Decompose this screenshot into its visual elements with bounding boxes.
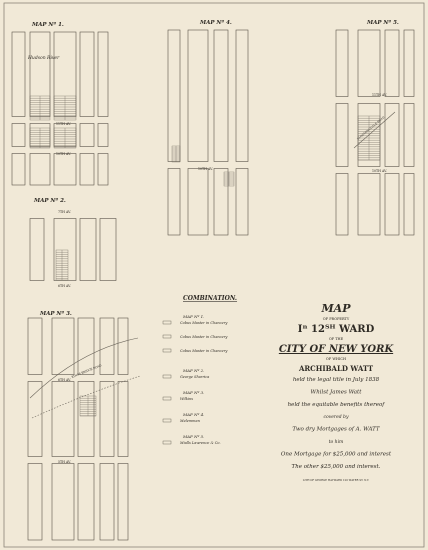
legend-swatch [163, 441, 171, 444]
map-5-title: MAP Nº 5. [367, 20, 399, 26]
map-4-title: MAP Nº 4. [200, 20, 232, 26]
city-block [52, 464, 74, 541]
property-lots [30, 128, 50, 148]
street-grid [30, 219, 116, 281]
city-block [404, 104, 414, 167]
city-block [236, 169, 248, 236]
legend-rows [163, 314, 228, 445]
legend-swatch [163, 335, 171, 338]
kings-bridge-road-label: KINGS BRIDGE ROAD [70, 363, 103, 379]
city-block [30, 219, 44, 281]
city-block [54, 219, 76, 281]
cartouche [279, 302, 395, 482]
city-block [188, 169, 208, 236]
legend-item: Wilkins [180, 397, 194, 401]
city-block [100, 219, 116, 281]
city-block [385, 30, 399, 97]
cartouche-lines [281, 377, 392, 470]
city-block [12, 32, 25, 117]
bloomingdale-road [354, 112, 395, 148]
map-3-avenue-top: 6TH AV. [58, 378, 71, 382]
city-block [78, 382, 94, 457]
cartouche-line: The other $25,000 and interest. [291, 463, 381, 470]
city-block [404, 174, 414, 236]
street-grid [336, 30, 414, 235]
city-block [30, 154, 50, 186]
map-1-avenue-bottom: 10TH AV. [56, 152, 71, 156]
cartouche-owner: ARCHIBALD WATT [298, 364, 374, 373]
city-block [12, 124, 25, 147]
city-block [214, 169, 228, 236]
map-5-avenue-bottom: 10TH AV. [372, 169, 387, 173]
legend-heading: MAP Nº 3. [183, 390, 205, 395]
city-block [214, 30, 228, 162]
street-grid [28, 318, 128, 540]
cartouche-map: MAP [321, 302, 351, 315]
combination-title: COMBINATION. [183, 295, 238, 302]
street-grid [12, 32, 108, 185]
cartouche-line: to him [328, 440, 344, 445]
legend-swatch [163, 375, 171, 378]
city-block [385, 174, 399, 236]
city-block [100, 318, 114, 375]
cartouche-line: held the legal title in July 1838 [292, 377, 380, 383]
combination-legend [163, 295, 237, 445]
city-block [54, 154, 76, 186]
map-4 [168, 19, 248, 235]
city-block [98, 154, 108, 186]
map-2-title: MAP Nº 2. [34, 198, 66, 204]
cartouche-ward: Iⁿ 12ᵀᴴ WARD [297, 324, 375, 335]
property-lots [172, 146, 180, 162]
city-block [118, 318, 128, 375]
cartouche-line: covered by [323, 415, 349, 421]
city-block [28, 464, 42, 541]
cartouche-of-the: OF THE [328, 337, 344, 341]
property-lots [56, 250, 68, 280]
city-block [236, 30, 248, 162]
cartouche-of-property: OF PROPERTY [322, 317, 350, 321]
city-block [78, 464, 94, 541]
city-block [336, 104, 348, 167]
legend-heading: MAP Nº 4. [183, 412, 205, 417]
city-block [12, 154, 25, 186]
city-block [28, 382, 42, 457]
city-block [52, 382, 74, 457]
city-block [100, 464, 114, 541]
legend-item: Cobus Master in Chancery [180, 335, 228, 339]
cartouche-line: One Mortgage for $25,000 and interest [280, 451, 392, 458]
city-block [28, 318, 42, 375]
map-1 [12, 21, 108, 185]
city-block [168, 30, 180, 162]
city-block [80, 124, 94, 147]
property-lots [358, 116, 380, 160]
cartouche-line: Whilst James Watt [310, 389, 362, 396]
property-lots [224, 172, 234, 186]
legend-item: Cobus Master in Chancery [180, 321, 228, 325]
bloomingdale-road-label: BLOOMINGDALE ROAD [356, 115, 386, 141]
legend-swatch [163, 419, 171, 422]
map-1-avenue-top: 11TH AV. [56, 122, 71, 126]
property-lots [80, 396, 96, 416]
cartouche-city: CITY OF NEW YORK [278, 344, 394, 355]
property-lots [54, 128, 76, 148]
map-3-avenue-bottom: 5TH AV. [58, 460, 71, 464]
map-1-title: MAP Nº 1. [32, 22, 64, 28]
city-block [358, 174, 380, 236]
legend-heading: MAP Nº 2. [183, 368, 205, 373]
map-2 [30, 197, 116, 288]
city-block [80, 32, 94, 117]
legend-heading: MAP Nº 1. [183, 314, 205, 319]
legend-item: George Sharrica [180, 375, 210, 379]
map-2-avenue-top: 7TH AV. [58, 210, 71, 214]
legend-swatch [163, 321, 171, 324]
map-3 [28, 310, 140, 540]
city-block [100, 382, 114, 457]
map-3-title: MAP Nº 3. [40, 311, 72, 317]
city-block [336, 30, 348, 97]
city-block [80, 219, 96, 281]
hudson-river-label: Hudson River [28, 56, 60, 61]
city-block [118, 464, 128, 541]
street-grid [168, 30, 248, 235]
map-5-avenue-top: 11TH AV. [372, 93, 387, 97]
city-block [98, 32, 108, 117]
cartouche-line: held the equitable benefits thereof [287, 401, 385, 408]
cartouche-line: Two dry Mortgages of A. WATT [292, 426, 380, 433]
city-block [404, 30, 414, 97]
map-4-avenue: 10TH AV. [198, 167, 213, 171]
city-block [168, 169, 180, 236]
legend-swatch [163, 397, 171, 400]
legend-heading: MAP Nº 5. [183, 434, 205, 439]
city-block [118, 382, 128, 457]
city-block [188, 30, 208, 162]
legend-swatch [163, 349, 171, 352]
kings-bridge-road [30, 338, 138, 398]
cartouche-of-which: OF WHICH [325, 357, 347, 361]
city-block [98, 124, 108, 147]
legend-item: Melemman [180, 419, 200, 423]
cartouche-imprint: LITH OF GEORGE HAYWARD 120 WATER ST. N.Y. [302, 479, 370, 482]
city-block [336, 174, 348, 236]
map-2-avenue-bottom: 6TH AV. [58, 284, 71, 288]
city-block [358, 30, 380, 97]
legend-item: Cobus Master in Chancery [180, 349, 228, 353]
city-block [80, 154, 94, 186]
legend-item: Mialls Lawrence & Co. [180, 441, 221, 445]
city-block [385, 104, 399, 167]
